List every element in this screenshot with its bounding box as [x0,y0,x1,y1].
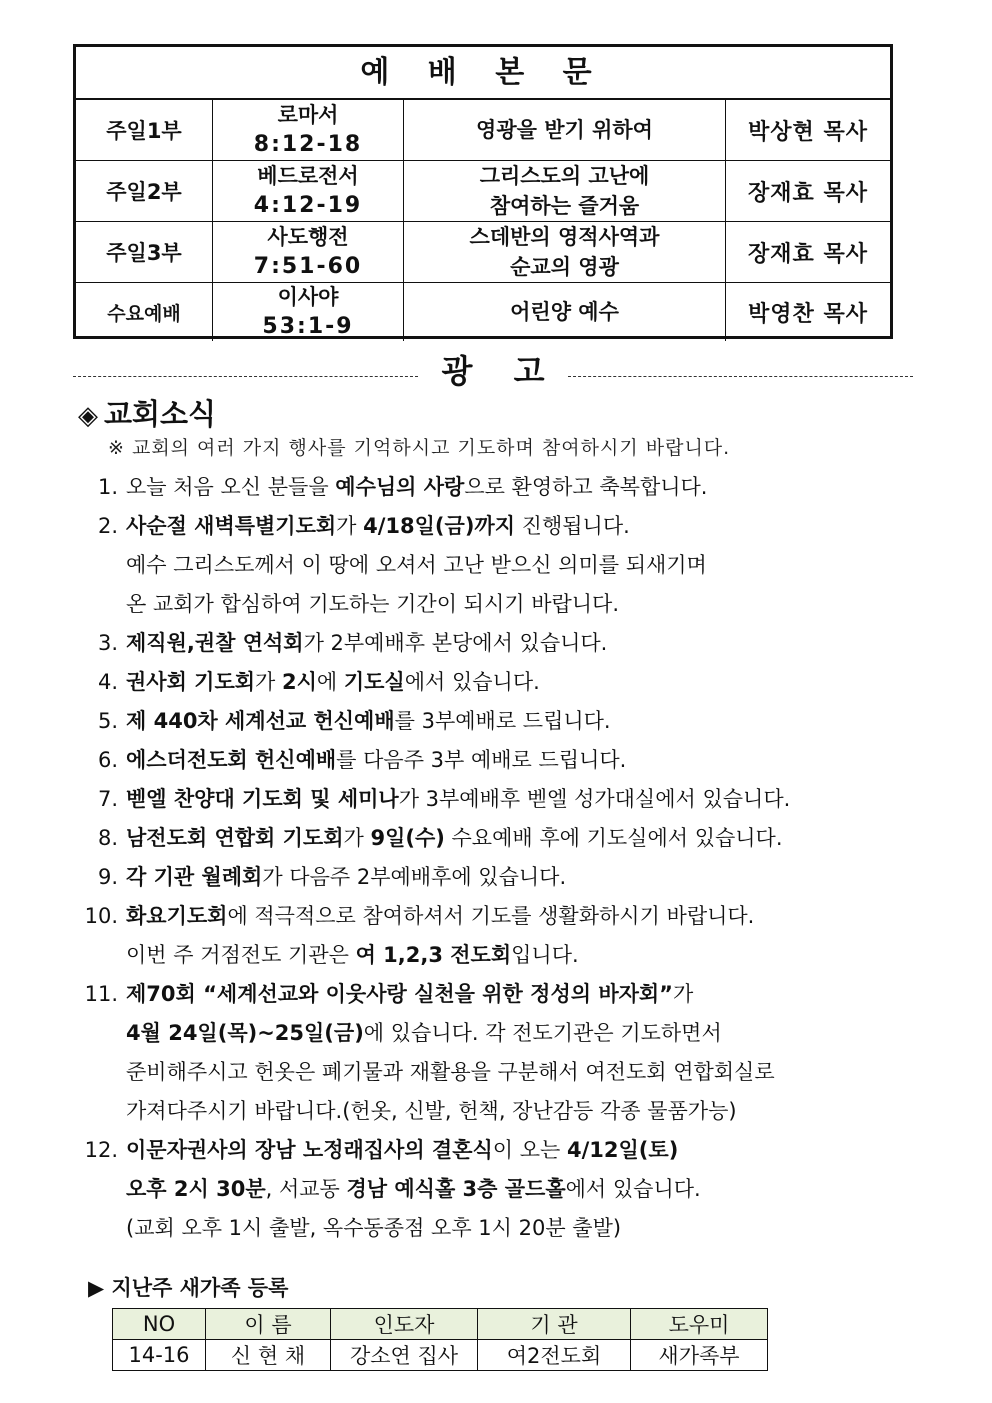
text-segment: 준비해주시고 헌옷은 폐기물과 재활용을 구분해서 여전도회 연합회실로 [126,1060,775,1084]
scripture-verse: 4:12-19 [253,193,363,218]
item-line [126,702,930,741]
emphasis-text: 4월 24일(목)~25일(금) [126,1021,364,1045]
text-segment: 진행됩니다. [515,514,630,538]
text-segment: 가 [255,670,282,694]
table-cell: 여2전도회 [478,1340,631,1371]
table-row [113,1340,768,1371]
text-segment: 에서 있습니다. [565,1177,701,1201]
preacher: 장재효 목사 [748,180,868,206]
text-segment: 입니다. [511,943,579,967]
preacher: 박영찬 목사 [748,301,868,327]
sermon-title-line: 그리스도의 고난에 [479,164,650,188]
sermon-title-line: 스데반의 영적사역과 [469,225,660,249]
item-number: 1. [97,475,118,499]
announcement-item [70,897,930,975]
item-number: 11. [84,982,118,1006]
emphasis-text: 사순절 새벽특별기도회 [126,514,337,538]
column-header: 인도자 [331,1309,478,1340]
item-line [126,507,930,546]
item-text [126,741,930,780]
worship-row [76,100,890,161]
item-line [126,741,930,780]
sermon-title [404,161,726,221]
table-cell: 새가족부 [631,1340,768,1371]
item-number: 10. [84,904,118,928]
item-number: 2. [97,514,118,538]
preacher: 박상현 목사 [748,119,868,145]
item-text [126,897,930,975]
service-name: 수요예배 [76,283,213,341]
service-name: 주일1부 [76,100,213,160]
emphasis-text: 제70회 “세계선교와 이웃사랑 실천을 위한 정성의 바자회” [126,982,673,1006]
item-text [126,1131,930,1248]
text-segment: 수요예배 후에 기도실에서 있습니다. [444,826,783,850]
item-number: 4. [97,670,118,694]
divider [73,376,418,377]
service-name: 주일2부 [76,161,213,221]
announcement-item [70,507,930,624]
item-number: 6. [97,748,118,772]
emphasis-text: 남전도회 연합회 기도회 [126,826,344,850]
text-segment: 가 [336,514,364,538]
table-cell: 강소연 집사 [331,1340,478,1371]
emphasis-text: 기도실 [343,670,405,694]
text-segment: 에서 있습니다. [404,670,540,694]
item-number: 8. [97,826,118,850]
text-segment: (교회 오후 1시 출발, 옥수동종점 오후 1시 20분 출발) [126,1216,622,1240]
scripture [213,283,404,341]
item-text [126,780,930,819]
text-segment: 가 2부예배후 본당에서 있습니다. [303,631,608,655]
text-segment: 에 적극적으로 참여하셔서 기도를 생활화하시기 바랍니다. [227,904,755,928]
column-header: 도우미 [631,1309,768,1340]
scripture-book: 이사야 [277,285,339,309]
item-line [126,1014,930,1053]
worship-table-title: 예 배 본 문 [76,47,890,100]
emphasis-text: 4/18일(금)까지 [363,514,515,538]
table-cell: 신 현 채 [206,1340,331,1371]
sermon-title [404,100,726,160]
emphasis-text: 벧엘 찬양대 기도회 및 세미나 [126,787,399,811]
worship-table [73,44,893,339]
emphasis-text: 권사회 기도회 [126,670,256,694]
emphasis-text: 화요기도회 [126,904,228,928]
scripture [213,222,404,282]
announcement-list [70,468,930,1248]
sermon-title-line: 순교의 영광 [510,255,619,279]
item-line [126,858,930,897]
scripture-verse: 7:51-60 [253,254,363,279]
item-text [126,507,930,624]
announcement-item [70,819,930,858]
scripture-book: 로마서 [277,103,339,127]
section-title [78,392,216,433]
notice-text: ※ 교회의 여러 가지 행사를 기억하시고 기도하며 참여하시기 바랍니다. [108,437,731,459]
item-number: 3. [97,631,118,655]
preacher: 장재효 목사 [748,241,868,267]
text-segment: , 서교동 [265,1177,347,1201]
item-line [126,1131,930,1170]
scripture-book: 사도행전 [267,225,349,249]
item-line [126,780,930,819]
announcements-title: 광 고 [441,352,545,390]
scripture [213,100,404,160]
announcement-item [70,663,930,702]
column-header: NO [113,1309,206,1340]
sermon-title [404,283,726,341]
text-segment: 가 [672,982,694,1006]
column-header: 이 름 [206,1309,331,1340]
announcement-item [70,741,930,780]
emphasis-text: 2시 [282,670,317,694]
emphasis-text: 9일(수) [370,826,445,850]
item-text [126,702,930,741]
emphasis-text: 제직원,권찰 연석회 [126,631,304,655]
scripture-book: 베드로전서 [257,164,359,188]
item-number: 9. [97,865,118,889]
table-cell: 14-16 [113,1340,206,1371]
item-text [126,624,930,663]
item-line [126,1170,930,1209]
service-name: 주일3부 [76,222,213,282]
emphasis-text: 각 기관 월례회 [126,865,263,889]
item-number: 5. [97,709,118,733]
emphasis-text: 경남 예식홀 3층 골드홀 [346,1177,566,1201]
announcement-item [70,780,930,819]
item-line [126,468,930,507]
text-segment: 이 오는 [492,1138,568,1162]
emphasis-text: 이문자권사의 장남 노정래집사의 결혼식 [126,1138,493,1162]
announcement-item [70,1131,930,1248]
item-line [126,1092,930,1131]
item-number: 7. [97,787,118,811]
item-line [126,624,930,663]
item-text [126,468,930,507]
emphasis-text: 예수님의 사랑 [335,475,465,499]
new-family-title: ▶ 지난주 새가족 등록 [88,1276,289,1300]
announcement-item [70,624,930,663]
text-segment: 이번 주 거점전도 기관은 [126,943,356,967]
sermon-title [404,222,726,282]
item-text [126,819,930,858]
column-header: 기 관 [478,1309,631,1340]
announcement-item [70,702,930,741]
text-segment: 으로 환영하고 축복합니다. [464,475,708,499]
text-segment: 온 교회가 합심하여 기도하는 기간이 되시기 바랍니다. [126,592,620,616]
item-line [126,936,930,975]
new-family-table [112,1308,768,1371]
sermon-title-line: 참여하는 즐거움 [489,194,640,218]
sermon-title-line: 어린양 예수 [510,300,619,324]
emphasis-text: 여 1,2,3 전도회 [355,943,512,967]
text-segment: 예수 그리스도께서 이 땅에 오셔서 고난 받으신 의미를 되새기며 [126,553,707,577]
diamond-icon: ◈ [78,401,98,431]
item-line [126,663,930,702]
item-line [126,585,930,624]
worship-row [76,222,890,283]
emphasis-text: 오후 2시 30분 [126,1177,266,1201]
emphasis-text: 에스더전도회 헌신예배 [126,748,337,772]
announcement-item [70,975,930,1131]
sermon-title-line: 영광을 받기 위하여 [476,118,653,142]
text-segment: 오늘 처음 오신 분들을 [126,475,336,499]
text-segment: 가 3부예배후 벧엘 성가대실에서 있습니다. [398,787,791,811]
text-segment: 에 [316,670,344,694]
scripture [213,161,404,221]
announcement-item [70,468,930,507]
worship-row [76,161,890,222]
announcements-heading [73,346,913,390]
emphasis-text: 제 440차 세계선교 헌신예배 [126,709,395,733]
item-text [126,663,930,702]
scripture-verse: 8:12-18 [253,132,363,157]
text-segment: 가 다음주 2부예배후에 있습니다. [262,865,567,889]
text-segment: 가져다주시기 바랍니다.(헌옷, 신발, 헌책, 장난감등 각종 물품가능) [126,1099,737,1123]
worship-row [76,283,890,341]
announcement-item [70,858,930,897]
item-line [126,1209,930,1248]
text-segment: 를 3부예배로 드립니다. [394,709,611,733]
item-text [126,858,930,897]
text-segment: 에 있습니다. 각 전도기관은 기도하면서 [363,1021,722,1045]
section-title-text: 교회소식 [104,397,217,431]
item-line [126,819,930,858]
item-line [126,546,930,585]
divider [568,376,913,377]
emphasis-text: 4/12일(토) [567,1138,679,1162]
item-number: 12. [84,1138,118,1162]
text-segment: 를 다음주 3부 예배로 드립니다. [336,748,627,772]
scripture-verse: 53:1-9 [262,314,354,339]
text-segment: 가 [343,826,371,850]
item-line [126,1053,930,1092]
item-line [126,975,930,1014]
item-line [126,897,930,936]
item-text [126,975,930,1131]
